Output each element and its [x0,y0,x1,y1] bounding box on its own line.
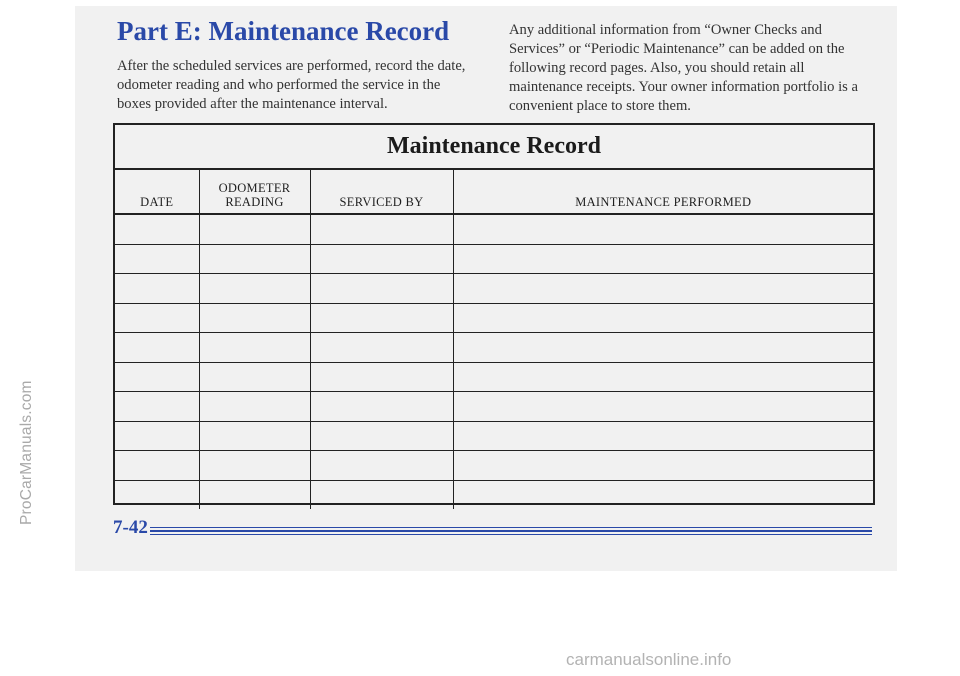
cell-date [115,392,199,422]
cell-maintenance-performed [453,480,873,509]
cell-maintenance-performed [453,362,873,392]
record-table-title: Maintenance Record [115,125,873,170]
cell-odometer [199,214,310,244]
cell-serviced-by [310,333,453,363]
cell-maintenance-performed [453,333,873,363]
intro-paragraph-left: After the scheduled services are performed, record the date, odometer reading and who performed the service in the boxes provided after the maintenance interval. [117,58,466,112]
column-header-odometer-line2: READING [225,195,284,209]
table-row [115,362,873,392]
table-row [115,421,873,451]
table-row [115,480,873,509]
cell-serviced-by [310,451,453,481]
cell-serviced-by [310,303,453,333]
cell-maintenance-performed [453,392,873,422]
side-watermark: ProCarManuals.com [18,380,35,525]
cell-serviced-by [310,274,453,304]
cell-date [115,421,199,451]
cell-date [115,451,199,481]
cell-odometer [199,421,310,451]
table-row [115,392,873,422]
cell-odometer [199,451,310,481]
cell-serviced-by [310,392,453,422]
cell-date [115,303,199,333]
cell-odometer [199,274,310,304]
cell-date [115,333,199,363]
cell-date [115,362,199,392]
bottom-watermark: carmanualsonline.info [566,650,732,669]
cell-maintenance-performed [453,214,873,244]
section-title: Part E: Maintenance Record [117,16,450,46]
table-row [115,303,873,333]
table-header-row [115,170,873,214]
cell-odometer [199,244,310,274]
cell-date [115,274,199,304]
cell-maintenance-performed [453,274,873,304]
column-header-serviced-by: SERVICED BY [310,170,453,214]
cell-odometer [199,362,310,392]
maintenance-record-form [113,123,875,505]
cell-serviced-by [310,362,453,392]
cell-odometer [199,392,310,422]
maintenance-record-table [115,170,873,509]
page-number: 7-42 [113,517,148,538]
cell-odometer [199,303,310,333]
cell-serviced-by [310,480,453,509]
cell-date [115,214,199,244]
table-row [115,244,873,274]
table-row [115,451,873,481]
cell-date [115,480,199,509]
cell-serviced-by [310,244,453,274]
cell-maintenance-performed [453,303,873,333]
column-header-odometer [199,170,310,214]
footer-rule [150,527,872,535]
cell-odometer [199,333,310,363]
cell-serviced-by [310,421,453,451]
column-header-date: DATE [115,170,199,214]
cell-odometer [199,480,310,509]
column-header-odometer-line1: ODOMETER [218,181,291,195]
intro-paragraph-right: Any additional information from “Owner Checks and Services” or “Periodic Maintenance” can be added on the following record pages. Also, you should retain all maintenance receipts. Your owner information portfolio is a convenient place to store them. [509,22,858,114]
table-row [115,333,873,363]
cell-maintenance-performed [453,244,873,274]
table-row [115,274,873,304]
cell-date [115,244,199,274]
cell-maintenance-performed [453,421,873,451]
table-row [115,214,873,244]
cell-maintenance-performed [453,451,873,481]
cell-serviced-by [310,214,453,244]
column-header-maintenance-performed: MAINTENANCE PERFORMED [453,170,873,214]
